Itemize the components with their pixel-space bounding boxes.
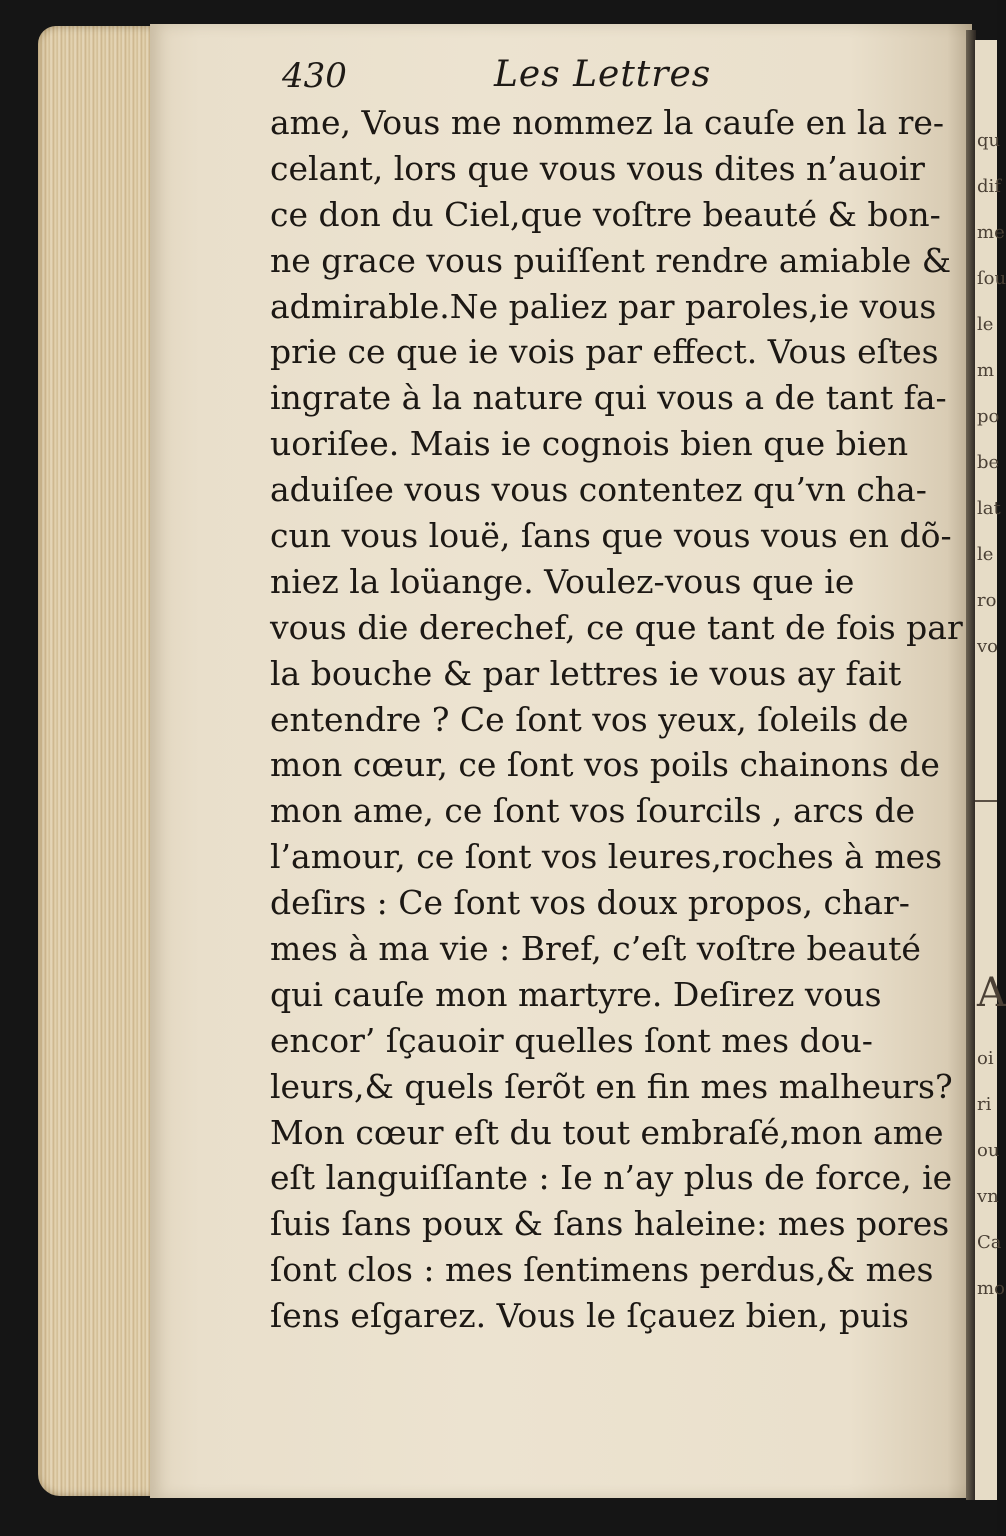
text-line: mes à ma vie : Bref, c’eſt voſtre beauté: [270, 929, 921, 969]
text-line: mon ame, ce ſont vos ſourcils , arcs de: [270, 791, 916, 831]
text-line: entendre ? Ce ſont vos yeux, ſoleils de: [270, 699, 909, 739]
facing-fragment: le: [977, 314, 994, 335]
facing-fragment: lat: [977, 498, 1001, 519]
text-line: ne grace vous puiſſent rendre amiable &: [270, 240, 952, 280]
text-line: vous die derechef, ce que tant de fois par: [270, 607, 963, 647]
text-line: prie ce que ie vois par effect. Vous eſtes: [270, 332, 939, 372]
page-edges: [38, 26, 163, 1496]
text-line: ſuis ſans poux & ſans haleine: mes pores: [270, 1204, 950, 1244]
facing-fragment: vo: [977, 636, 999, 657]
text-line: ame, Vous me nommez la cauſe en la re-: [270, 103, 945, 142]
facing-fragment: po: [977, 406, 1000, 427]
facing-fragment: Ca: [977, 1232, 1002, 1253]
running-title: Les Lettres: [494, 54, 712, 95]
facing-fragment: vn: [977, 1186, 999, 1207]
facing-fragment: le: [977, 544, 994, 565]
text-line: mon cœur, ce ſont vos poils chainons de: [270, 745, 940, 785]
text-line: eſt languiſſante : Ie n’ay plus de force, ie: [270, 1158, 953, 1198]
text-line: ſens eſgarez. Vous le ſçauez bien, puis: [270, 1296, 909, 1336]
facing-fragment: ro: [977, 590, 997, 611]
facing-fragment: ou: [977, 1140, 1000, 1161]
text-line: ſont clos : mes ſentimens perdus,& mes: [270, 1250, 934, 1290]
facing-fragment: be: [977, 452, 1000, 473]
text-line: l’amour, ce ſont vos leures,roches à mes: [270, 837, 943, 877]
facing-fragment: dif: [977, 176, 1001, 197]
facing-fragment: qu: [977, 130, 1001, 151]
facing-fragment: m: [977, 360, 995, 381]
facing-rule: [975, 800, 997, 802]
facing-fragment: me: [977, 222, 1005, 243]
text-line: celant, lors que vous vous dites n’auoir: [270, 148, 925, 188]
text-line: deſirs : Ce ſont vos doux propos, char-: [270, 883, 910, 923]
facing-fragment: A: [977, 970, 1006, 1016]
page-number: 430: [282, 56, 347, 96]
text-line: Mon cœur eſt du tout embraſé,mon ame: [270, 1112, 944, 1152]
text-line: la bouche & par lettres ie vous ay fait: [270, 653, 902, 693]
text-line: ce don du Ciel,que voſtre beauté & bon-: [270, 194, 941, 234]
text-line: leurs,& quels ſerõt en fin mes malheurs?: [270, 1066, 953, 1106]
text-line: niez la loüange. Voulez-vous que ie: [270, 561, 855, 601]
facing-fragment: mo: [977, 1278, 1005, 1299]
facing-page-edge: [975, 40, 1006, 1500]
facing-fragment: ri: [977, 1094, 992, 1115]
text-line: uoriſee. Mais ie cognois bien que bien: [270, 424, 909, 464]
text-line: cun vous louë, ſans que vous vous en dõ-: [270, 516, 952, 556]
text-line: ingrate à la nature qui vous a de tant fa-: [270, 378, 947, 418]
running-head: [272, 52, 912, 96]
text-line: aduiſee vous vous contentez qu’vn cha-: [270, 470, 927, 510]
body-text: [270, 100, 963, 1339]
text-line: qui cauſe mon martyre. Deſirez vous: [270, 974, 882, 1014]
text-line: admirable.Ne paliez par paroles,ie vous: [270, 286, 937, 326]
facing-fragment: oi: [977, 1048, 994, 1069]
facing-fragment: ſou: [977, 268, 1006, 289]
text-line: encor’ ſçauoir quelles ſont mes dou-: [270, 1020, 873, 1060]
